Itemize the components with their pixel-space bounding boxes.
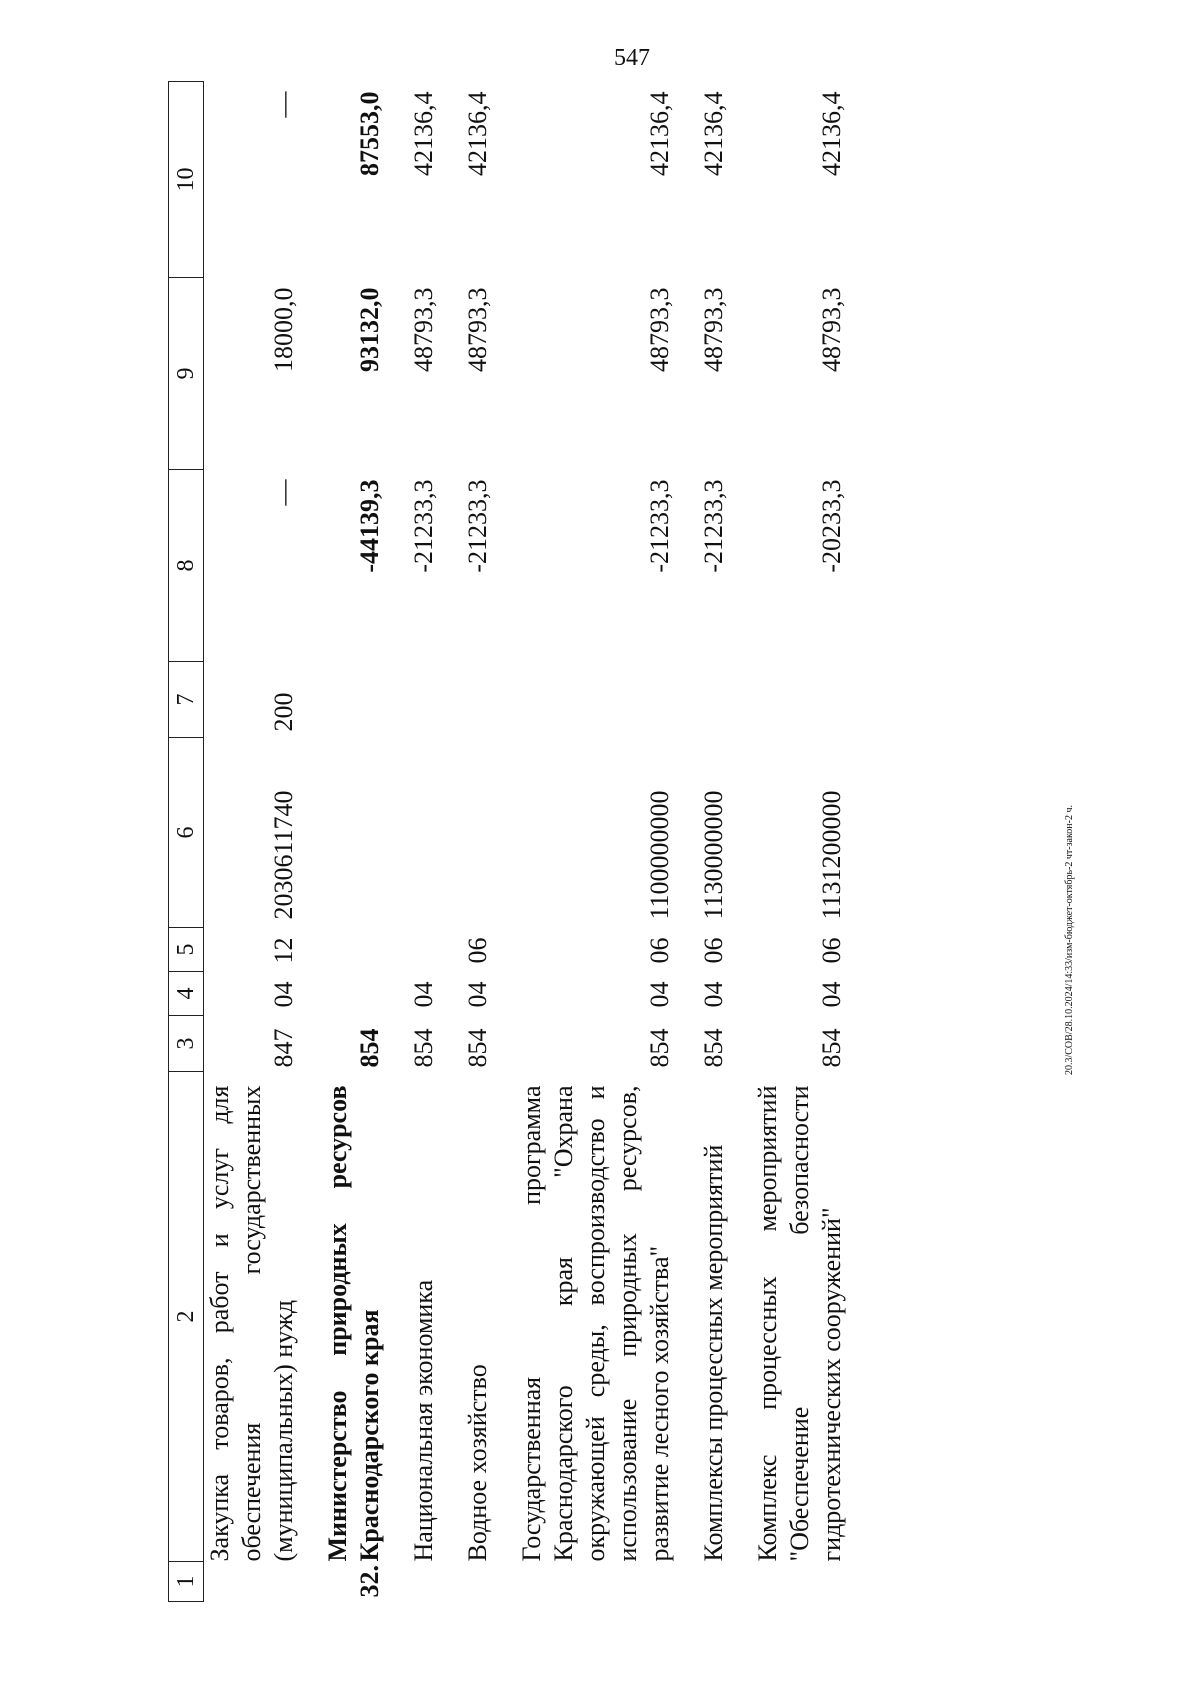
cell-change: -21233,3 [409, 479, 438, 573]
page-number: 547 [614, 45, 650, 71]
cell-change: -21233,3 [645, 479, 674, 573]
cell-subsection: 06 [817, 937, 846, 964]
cell-expense-type [300, 662, 386, 738]
cell-amount: 48793,3 [817, 287, 846, 372]
row-name: Государственная программа Краснодарского края "Охрана окружающей среды, воспроизводство и использование природных ресурсов, развитие лесного хозяйства" [517, 1085, 674, 1562]
cell-change: -20233,3 [817, 479, 846, 573]
header-cell: 3 [169, 1016, 204, 1072]
header-cell: 8 [169, 470, 204, 662]
cell-subsection [386, 928, 440, 972]
cell-section: 04 [699, 981, 728, 1008]
header-cell: 2 [169, 1072, 204, 1562]
table-row [730, 82, 848, 1602]
header-cell: 6 [169, 738, 204, 928]
row-number [730, 1562, 848, 1602]
table-row [494, 82, 676, 1602]
cell-expense-type [494, 662, 676, 738]
cell-amount: 48793,3 [463, 287, 492, 372]
cell-amount-total: — [269, 91, 298, 118]
cell-amount-total: 42136,4 [699, 91, 728, 176]
header-row [169, 82, 204, 1602]
row-number: 32. [355, 1565, 384, 1598]
footer-code: 20.3/СОВ/28.10.2024/14:33/изм-бюджет-октябрь-2 чт-закон-2 ч. [1064, 804, 1075, 1076]
cell-target-article [386, 738, 440, 928]
header-cell: 4 [169, 972, 204, 1016]
cell-section: 04 [463, 981, 492, 1008]
cell-expense-type: 200 [269, 692, 298, 732]
cell-amount-total: 42136,4 [645, 91, 674, 176]
cell-admin-code: 854 [409, 1028, 438, 1068]
cell-target-article [300, 738, 386, 928]
cell-amount-total: 42136,4 [817, 91, 846, 176]
cell-amount: 48793,3 [699, 287, 728, 372]
cell-subsection: 06 [699, 937, 728, 964]
header-cell: 10 [169, 82, 204, 278]
row-number [386, 1562, 440, 1602]
cell-expense-type [730, 662, 848, 738]
cell-section: 04 [645, 981, 674, 1008]
row-name: Комплексы процессных мероприятий [699, 1144, 728, 1562]
row-name: Комплекс процессных мероприятий "Обеспечение безопасности гидротехнических сооружений" [753, 1085, 846, 1562]
cell-target-article [440, 738, 494, 928]
cell-expense-type [676, 662, 730, 738]
cell-admin-code: 854 [817, 1028, 846, 1068]
header-cell: 9 [169, 278, 204, 470]
cell-amount: 48793,3 [645, 287, 674, 372]
cell-admin-code: 854 [463, 1028, 492, 1068]
cell-admin-code: 854 [645, 1028, 674, 1068]
budget-table-rotated [168, 82, 1200, 1602]
row-name: Закупка товаров, работ и услуг для обеспечения государственных (муниципальных) нужд [205, 1085, 298, 1562]
cell-subsection: 06 [645, 937, 674, 964]
row-number [494, 1562, 676, 1602]
cell-target-article: 2030611740 [269, 790, 298, 920]
cell-change: -21233,3 [463, 479, 492, 573]
row-name: Министерство природных ресурсов Краснодарского края [323, 1085, 384, 1562]
table-row [676, 82, 730, 1602]
cell-change: -44139,3 [355, 479, 384, 573]
header-cell: 5 [169, 928, 204, 972]
cell-target-article: 1100000000 [645, 790, 674, 920]
header-cell: 1 [169, 1562, 204, 1602]
cell-subsection: 12 [269, 937, 298, 964]
cell-change: — [269, 479, 298, 506]
cell-expense-type [440, 662, 494, 738]
table-row [440, 82, 494, 1602]
row-name: Национальная экономика [409, 1279, 438, 1562]
cell-amount: 48793,3 [409, 287, 438, 372]
cell-amount: 18000,0 [269, 287, 298, 372]
row-number [204, 1562, 301, 1602]
row-number [676, 1562, 730, 1602]
cell-admin-code: 854 [699, 1028, 728, 1068]
cell-change: -21233,3 [699, 479, 728, 573]
table-row [386, 82, 440, 1602]
cell-admin-code: 854 [355, 1028, 384, 1068]
cell-amount-total: 87553,0 [355, 91, 384, 176]
row-name: Водное хозяйство [463, 1364, 492, 1562]
cell-target-article: 1130000000 [699, 790, 728, 920]
cell-subsection: 06 [463, 937, 492, 964]
cell-subsection [300, 928, 386, 972]
cell-amount-total: 42136,4 [409, 91, 438, 176]
cell-section: 04 [817, 981, 846, 1008]
row-number [440, 1562, 494, 1602]
cell-amount-total: 42136,4 [463, 91, 492, 176]
cell-section: 04 [269, 981, 298, 1008]
cell-section [300, 972, 386, 1016]
cell-expense-type [386, 662, 440, 738]
header-cell: 7 [169, 662, 204, 738]
cell-amount: 93132,0 [355, 287, 384, 372]
table-row [300, 82, 386, 1602]
table-row [204, 82, 301, 1602]
cell-target-article: 1131200000 [817, 790, 846, 920]
budget-table [168, 81, 848, 1602]
cell-section: 04 [409, 981, 438, 1008]
cell-admin-code: 847 [269, 1028, 298, 1068]
